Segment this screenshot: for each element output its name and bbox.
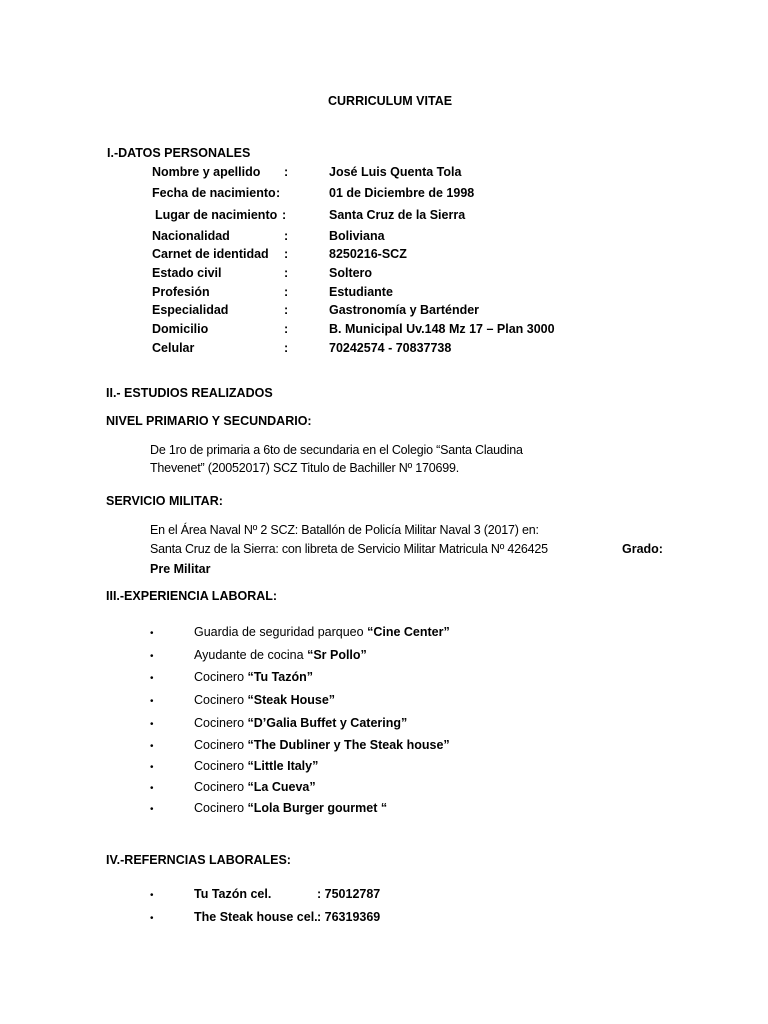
personal-separator: :: [284, 341, 289, 355]
experience-place: “Steak House”: [247, 693, 336, 707]
experience-place: “Cine Center”: [367, 625, 450, 639]
bullet-icon: •: [150, 913, 154, 924]
personal-label: Especialidad: [152, 303, 229, 317]
bullet-icon: •: [150, 741, 154, 752]
personal-separator: :: [284, 229, 289, 243]
experience-role: Cocinero: [194, 716, 245, 730]
personal-value: Soltero: [329, 266, 373, 280]
military-text-line3: Pre Militar: [150, 562, 211, 576]
personal-label: Lugar de nacimiento: [155, 208, 278, 222]
experience-role: Cocinero: [194, 759, 245, 773]
personal-value: 70242574 - 70837738: [329, 341, 452, 355]
bullet-icon: •: [150, 673, 154, 684]
experience-role: Cocinero: [194, 670, 245, 684]
personal-label: Estado civil: [152, 266, 222, 280]
experience-item: [194, 648, 367, 662]
section-heading-studies: II.- ESTUDIOS REALIZADOS: [106, 386, 273, 400]
personal-value: B. Municipal Uv.148 Mz 17 – Plan 3000: [329, 322, 555, 336]
military-heading: SERVICIO MILITAR:: [106, 494, 223, 508]
reference-phone: : 75012787: [317, 887, 381, 901]
experience-role: Cocinero: [194, 780, 245, 794]
experience-item: [194, 738, 450, 752]
personal-label: Celular: [152, 341, 195, 355]
personal-label: Domicilio: [152, 322, 209, 336]
personal-label: Carnet de identidad: [152, 247, 269, 261]
personal-separator: :: [284, 303, 289, 317]
experience-item: [194, 670, 313, 684]
personal-separator: :: [276, 186, 281, 200]
reference-name: Tu Tazón cel.: [194, 887, 272, 901]
reference-phone: : 76319369: [317, 910, 381, 924]
experience-item: [194, 625, 450, 639]
military-text-line1: En el Área Naval Nº 2 SCZ: Batallón de Policía Militar Naval 3 (2017) en:: [150, 523, 539, 537]
personal-value: 8250216-SCZ: [329, 247, 407, 261]
experience-item: [194, 759, 318, 773]
experience-place: “Lola Burger gourmet “: [247, 801, 388, 815]
reference-name: The Steak house cel.: [194, 910, 318, 924]
section-heading-references: IV.-REFERNCIAS LABORALES:: [106, 853, 291, 867]
personal-label: Profesión: [152, 285, 210, 299]
experience-item: [194, 780, 316, 794]
personal-label: Nacionalidad: [152, 229, 230, 243]
personal-label: Nombre y apellido: [152, 165, 261, 179]
bullet-icon: •: [150, 783, 154, 794]
bullet-icon: •: [150, 762, 154, 773]
personal-value: Santa Cruz de la Sierra: [329, 208, 466, 222]
bullet-icon: •: [150, 719, 154, 730]
document-title: CURRICULUM VITAE: [328, 94, 453, 108]
experience-role: Cocinero: [194, 738, 245, 752]
experience-item: [194, 801, 387, 815]
experience-item: [194, 716, 407, 730]
section-heading-experience: III.-EXPERIENCIA LABORAL:: [106, 589, 278, 603]
primary-secondary-heading: NIVEL PRIMARIO Y SECUNDARIO:: [106, 414, 312, 428]
primary-secondary-text-line1: De 1ro de primaria a 6to de secundaria en el Colegio “Santa Claudina: [150, 443, 523, 457]
personal-separator: :: [284, 266, 289, 280]
experience-role: Ayudante de cocina: [194, 648, 304, 662]
experience-item: [194, 693, 335, 707]
bullet-icon: •: [150, 651, 154, 662]
bullet-icon: •: [150, 890, 154, 901]
personal-separator: :: [284, 165, 289, 179]
experience-role: Guardia de seguridad parqueo: [194, 625, 364, 639]
experience-place: “Sr Pollo”: [307, 648, 367, 662]
bullet-icon: •: [150, 628, 154, 639]
bullet-icon: •: [150, 804, 154, 815]
personal-separator: :: [284, 322, 289, 336]
personal-separator: :: [284, 247, 289, 261]
military-grado-label: Grado:: [622, 542, 663, 556]
experience-role: Cocinero: [194, 693, 245, 707]
primary-secondary-text-line2: Thevenet” (20052017) SCZ Titulo de Bachiller Nº 170699.: [150, 461, 460, 475]
personal-separator: :: [284, 285, 289, 299]
personal-value: Gastronomía y Barténder: [329, 303, 480, 317]
section-heading-personal: I.-DATOS PERSONALES: [107, 146, 251, 160]
bullet-icon: •: [150, 696, 154, 707]
personal-value: José Luis Quenta Tola: [329, 165, 462, 179]
experience-place: “Tu Tazón”: [247, 670, 314, 684]
personal-separator: :: [282, 208, 287, 222]
experience-role: Cocinero: [194, 801, 245, 815]
personal-value: Boliviana: [329, 229, 385, 243]
personal-label: Fecha de nacimiento: [152, 186, 276, 200]
experience-place: “La Cueva”: [247, 780, 316, 794]
experience-place: “The Dubliner y The Steak house”: [247, 738, 450, 752]
personal-value: Estudiante: [329, 285, 393, 299]
personal-value: 01 de Diciembre de 1998: [329, 186, 475, 200]
experience-place: “Little Italy”: [247, 759, 319, 773]
experience-place: “D’Galia Buffet y Catering”: [247, 716, 408, 730]
military-text-line2: Santa Cruz de la Sierra: con libreta de Servicio Militar Matricula Nº 426425: [150, 542, 548, 556]
